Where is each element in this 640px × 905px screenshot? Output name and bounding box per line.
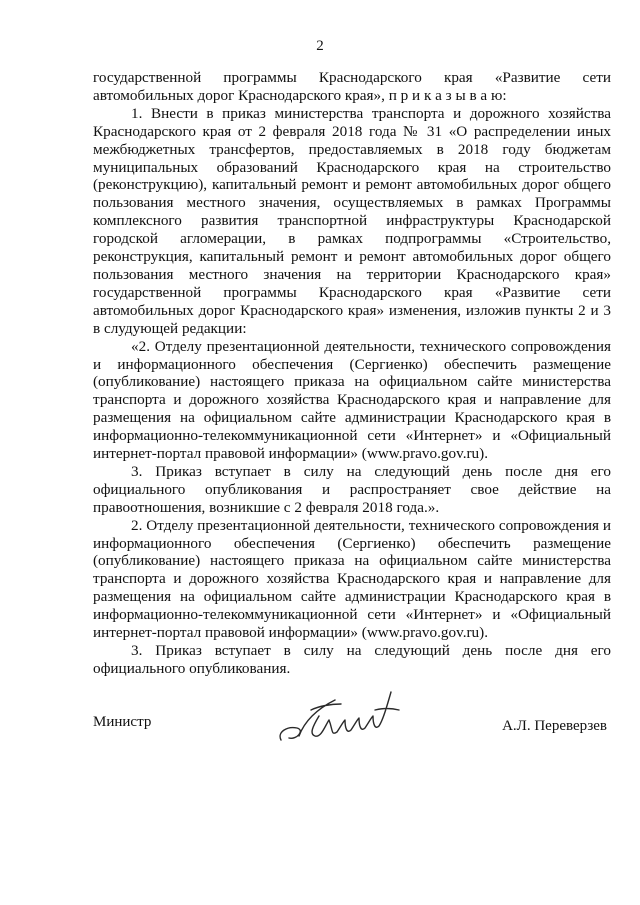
- paragraph-item-3: 3. Приказ вступает в силу на следующий день после дня его официального опубликования.: [93, 642, 611, 677]
- paragraph-intro: государственной программы Краснодарского края «Развитие сети автомобильных дорог Краснодарского края», п р и к а з ы в а ю:: [93, 69, 611, 104]
- handwritten-signature: [275, 686, 405, 750]
- signature-block: [93, 700, 611, 750]
- document-body: [93, 69, 611, 678]
- paragraph-quoted-item-2: «2. Отделу презентационной деятельности, технического сопровождения и информационного обеспечения (Сергиенко) обеспечить размещение (опубликование) настоящего приказа на официальном сайте министерства транспорта и дорожного хозяйства Краснодарского края и направление для размещения на официальном сайте администрации Краснодарского края в информационно-телекоммуникационной сети «Интернет» и «Официальный интернет-портал правовой информации» (www.pravo.gov.ru).: [93, 337, 611, 463]
- paragraph-quoted-item-3: 3. Приказ вступает в силу на следующий день после дня его официального опубликования и распространяет свое действие на правоотношения, возникшие с 2 февраля 2018 года.».: [93, 462, 611, 516]
- signer-title: Министр: [93, 714, 152, 730]
- paragraph-item-1: 1. Внести в приказ министерства транспорта и дорожного хозяйства Краснодарского края от 2 февраля 2018 года № 31 «О распределении иных межбюджетных трансфертов, предоставляемых в 2018 году бюджетам муниципальных образований Краснодарского края на строительство (реконструкцию), капитальный ремонт и ремонт автомобильных дорог общего пользования местного значения, осуществляемых в рамках Программы комплексного развития транспортной инфраструктуры Краснодарской городской агломерации, в рамках подпрограммы «Строительство, реконструкция, капитальный ремонт и ремонт автомобильных дорог общего пользования местного значения на территории Краснодарского края» государственной программы Краснодарского края «Развитие сети автомобильных дорог Краснодарского края» изменения, изложив пункты 2 и 3 в слудующей редакции:: [93, 104, 611, 337]
- signer-name: А.Л. Переверзев: [502, 718, 607, 734]
- page-number: 2: [316, 38, 324, 54]
- paragraph-item-2: 2. Отделу презентационной деятельности, технического сопровождения и информационного обеспечения (Сергиенко) обеспечить размещение (опубликование) настоящего приказа на официальном сайте министерства транспорта и дорожного хозяйства Краснодарского края и направление для размещения на официальном сайте администрации Краснодарского края в информационно-телекоммуникационной сети «Интернет» и «Официальный интернет-портал правовой информации» (www.pravo.gov.ru).: [93, 516, 611, 642]
